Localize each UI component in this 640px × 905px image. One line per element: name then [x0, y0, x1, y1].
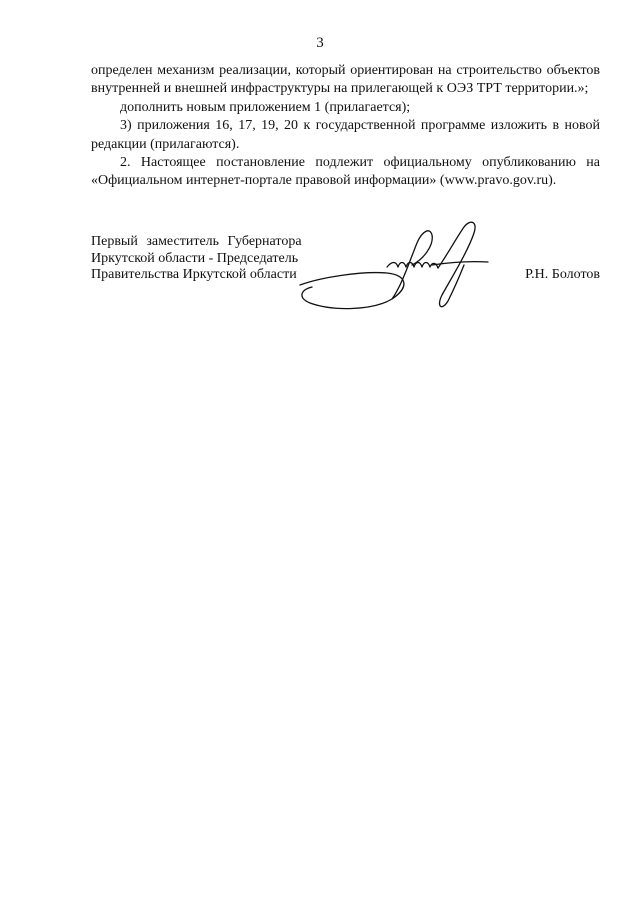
paragraph-publication: 2. Настоящее постановление подлежит официальному опубликованию на «Официальном интернет-портале правовой информации» (www.pravo.gov.ru).: [91, 155, 600, 189]
paragraph-mechanism: определен механизм реализации, который ориентирован на строительство объектов внутренней и внешней инфраструктуры на прилегающей к ОЭЗ ТРТ территории.»;: [91, 63, 600, 97]
signer-name: Р.Н. Болотов: [525, 267, 600, 282]
signer-title-line: Иркутской области - Председатель: [91, 250, 299, 266]
handwritten-signature: [292, 215, 507, 320]
page-number: 3: [316, 35, 324, 51]
document-body: [91, 62, 600, 191]
paragraph-new-appendix: дополнить новым приложением 1 (прилагается);: [120, 99, 411, 115]
signer-title-line: Правительства Иркутской области: [91, 267, 297, 282]
paragraph-appendices: 3) приложения 16, 17, 19, 20 к государственной программе изложить в новой редакции (прилагаются).: [91, 118, 600, 152]
signer-title-line: Первый заместитель Губернатора: [91, 234, 302, 249]
